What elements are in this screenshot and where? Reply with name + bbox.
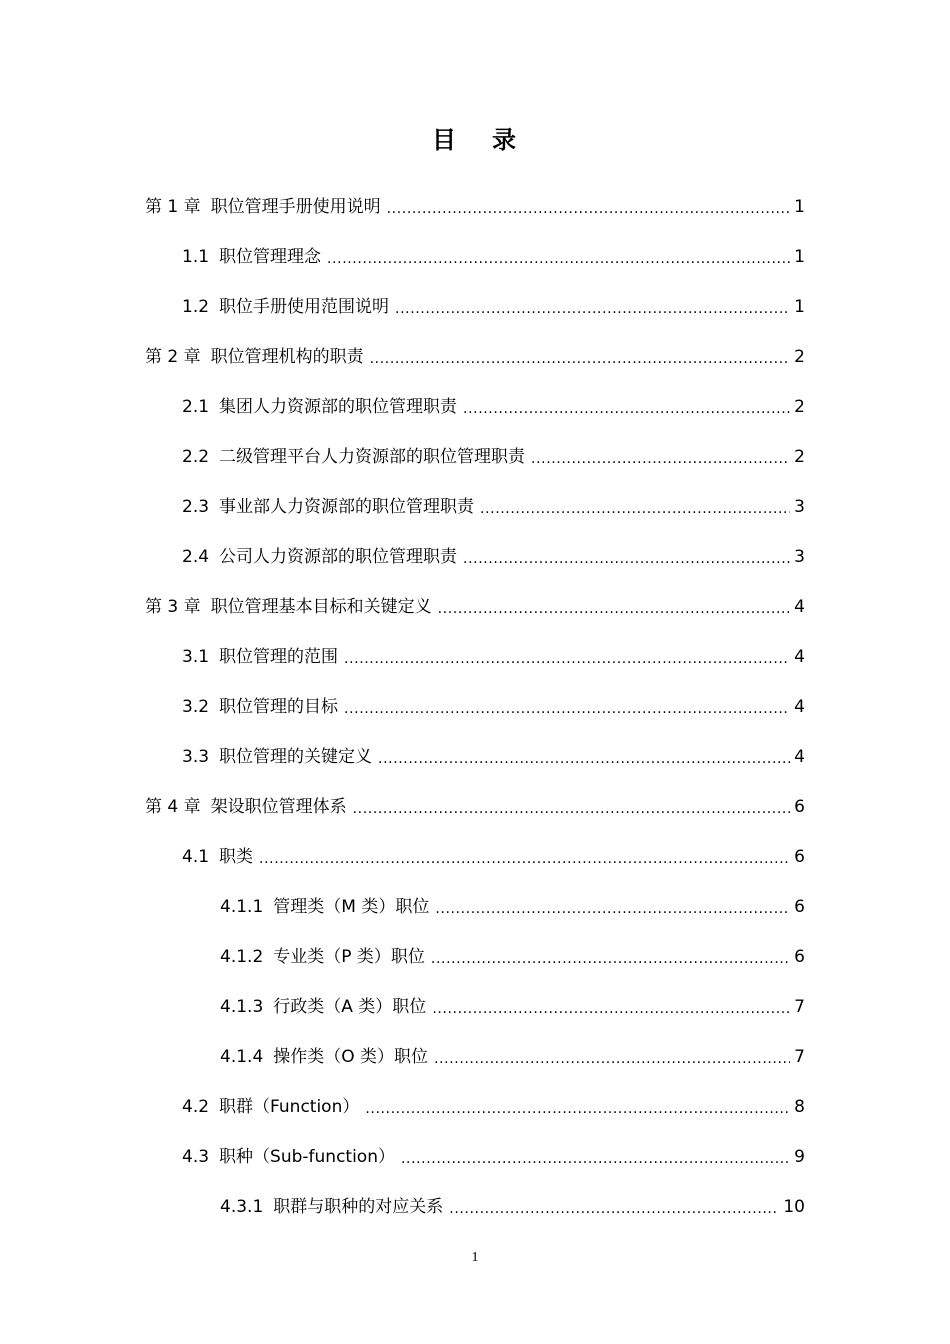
toc-entry-page: 2 — [794, 447, 805, 467]
dot-leader — [353, 790, 791, 824]
toc-entry-3-3[interactable] — [182, 740, 805, 774]
toc-entry-4-1[interactable] — [182, 840, 805, 874]
dot-leader — [432, 990, 790, 1024]
toc-entry-number: 4.1.2 — [220, 947, 264, 967]
toc-entry-4-3-1[interactable] — [220, 1190, 805, 1224]
toc-entry-page: 6 — [794, 897, 805, 917]
toc-entry-number: 第 3 章 — [145, 597, 201, 617]
dot-leader — [395, 290, 790, 324]
dot-leader — [401, 1140, 790, 1174]
toc-entry-page: 8 — [794, 1097, 805, 1117]
toc-entry-title: 职位管理的关键定义 — [219, 747, 373, 767]
toc-entry-page: 6 — [794, 847, 805, 867]
toc-entry-title: 职位管理的范围 — [219, 647, 339, 667]
toc-entry-number: 4.3.1 — [220, 1197, 264, 1217]
dot-leader — [387, 190, 791, 224]
toc-entry-number: 4.1.3 — [220, 997, 264, 1017]
dot-leader — [463, 390, 790, 424]
toc-entry-title: 公司人力资源部的职位管理职责 — [219, 547, 458, 567]
toc-entry-title: 职位手册使用范围说明 — [219, 297, 390, 317]
dot-leader — [531, 440, 790, 474]
toc-entry-page: 4 — [794, 697, 805, 717]
toc-entry-chapter-2[interactable] — [145, 340, 805, 374]
toc-entry-3-1[interactable] — [182, 640, 805, 674]
dot-leader — [378, 740, 790, 774]
toc-entry-number: 1.1 — [182, 247, 210, 267]
dot-leader — [259, 840, 790, 874]
toc-entry-number: 2.1 — [182, 397, 210, 417]
toc-entry-4-1-4[interactable] — [220, 1040, 805, 1074]
toc-entry-page: 1 — [794, 197, 805, 217]
toc-entry-chapter-1[interactable] — [145, 190, 805, 224]
toc-entry-4-1-1[interactable] — [220, 890, 805, 924]
dot-leader — [365, 1090, 790, 1124]
page-title — [0, 124, 950, 156]
dot-leader — [449, 1190, 779, 1224]
toc-entry-number: 2.3 — [182, 497, 210, 517]
toc-entry-2-1[interactable] — [182, 390, 805, 424]
toc-entry-title: 二级管理平台人力资源部的职位管理职责 — [219, 447, 526, 467]
dot-leader — [344, 690, 790, 724]
toc-entry-page: 10 — [783, 1197, 805, 1217]
toc-entry-title: 职位管理手册使用说明 — [210, 197, 381, 217]
dot-leader — [435, 890, 790, 924]
toc-entry-page: 1 — [794, 297, 805, 317]
toc-entry-title: 操作类（O 类）职位 — [273, 1047, 429, 1067]
toc-entry-page: 6 — [794, 947, 805, 967]
dot-leader — [370, 340, 791, 374]
toc-entry-number: 1.2 — [182, 297, 210, 317]
dot-leader — [344, 640, 790, 674]
title-char-1: 目 — [432, 126, 458, 154]
toc-entry-page: 7 — [794, 1047, 805, 1067]
toc-entry-title: 职位管理机构的职责 — [210, 347, 364, 367]
toc-entry-number: 2.2 — [182, 447, 210, 467]
toc-entry-title: 行政类（A 类）职位 — [273, 997, 427, 1017]
toc-entry-title: 事业部人力资源部的职位管理职责 — [219, 497, 475, 517]
toc-entry-number: 4.1.4 — [220, 1047, 264, 1067]
toc-entry-number: 3.1 — [182, 647, 210, 667]
toc-entry-title: 职种（Sub-function） — [219, 1147, 395, 1167]
toc-entry-4-1-3[interactable] — [220, 990, 805, 1024]
toc-entry-2-4[interactable] — [182, 540, 805, 574]
toc-entry-title: 管理类（M 类）职位 — [273, 897, 430, 917]
toc-entry-1-2[interactable] — [182, 290, 805, 324]
toc-entry-title: 职群与职种的对应关系 — [273, 1197, 444, 1217]
toc-entry-page: 4 — [794, 747, 805, 767]
toc-entry-chapter-4[interactable] — [145, 790, 805, 824]
toc-entry-title: 职类 — [219, 847, 254, 867]
toc-entry-page: 3 — [794, 497, 805, 517]
toc-entry-number: 4.3 — [182, 1147, 210, 1167]
toc-entry-4-1-2[interactable] — [220, 940, 805, 974]
toc-entry-title: 职群（Function） — [219, 1097, 360, 1117]
toc-entry-number: 第 4 章 — [145, 797, 201, 817]
toc-entry-number: 4.1 — [182, 847, 210, 867]
toc-entry-2-2[interactable] — [182, 440, 805, 474]
toc-entry-page: 3 — [794, 547, 805, 567]
toc-entry-number: 2.4 — [182, 547, 210, 567]
toc-entry-3-2[interactable] — [182, 690, 805, 724]
page-number: 1 — [471, 1250, 479, 1265]
toc-entry-2-3[interactable] — [182, 490, 805, 524]
toc-entry-number: 3.2 — [182, 697, 210, 717]
dot-leader — [463, 540, 790, 574]
dot-leader — [480, 490, 790, 524]
dot-leader — [431, 940, 790, 974]
toc-entry-4-2[interactable] — [182, 1090, 805, 1124]
toc-entry-number: 3.3 — [182, 747, 210, 767]
toc-entry-number: 第 2 章 — [145, 347, 201, 367]
toc-entry-1-1[interactable] — [182, 240, 805, 274]
toc-entry-page: 1 — [794, 247, 805, 267]
toc-entry-4-3[interactable] — [182, 1140, 805, 1174]
toc-entry-page: 6 — [794, 797, 805, 817]
toc-entry-title: 架设职位管理体系 — [210, 797, 347, 817]
title-char-2: 录 — [492, 126, 518, 154]
toc-entry-page: 4 — [794, 597, 805, 617]
toc-entry-number: 4.2 — [182, 1097, 210, 1117]
toc-entry-page: 2 — [794, 347, 805, 367]
toc-entry-page: 2 — [794, 397, 805, 417]
toc-entry-number: 第 1 章 — [145, 197, 201, 217]
dot-leader — [434, 1040, 790, 1074]
toc-entry-title: 职位管理基本目标和关键定义 — [210, 597, 432, 617]
dot-leader — [438, 590, 791, 624]
toc-entry-page: 9 — [794, 1147, 805, 1167]
dot-leader — [327, 240, 790, 274]
toc-entry-title: 专业类（P 类）职位 — [273, 947, 425, 967]
toc-entry-page: 4 — [794, 647, 805, 667]
toc-entry-title: 职位管理的目标 — [219, 697, 339, 717]
toc-entry-page: 7 — [794, 997, 805, 1017]
toc-entry-number: 4.1.1 — [220, 897, 264, 917]
toc-entry-title: 职位管理理念 — [219, 247, 322, 267]
toc-entry-title: 集团人力资源部的职位管理职责 — [219, 397, 458, 417]
toc-entry-chapter-3[interactable] — [145, 590, 805, 624]
